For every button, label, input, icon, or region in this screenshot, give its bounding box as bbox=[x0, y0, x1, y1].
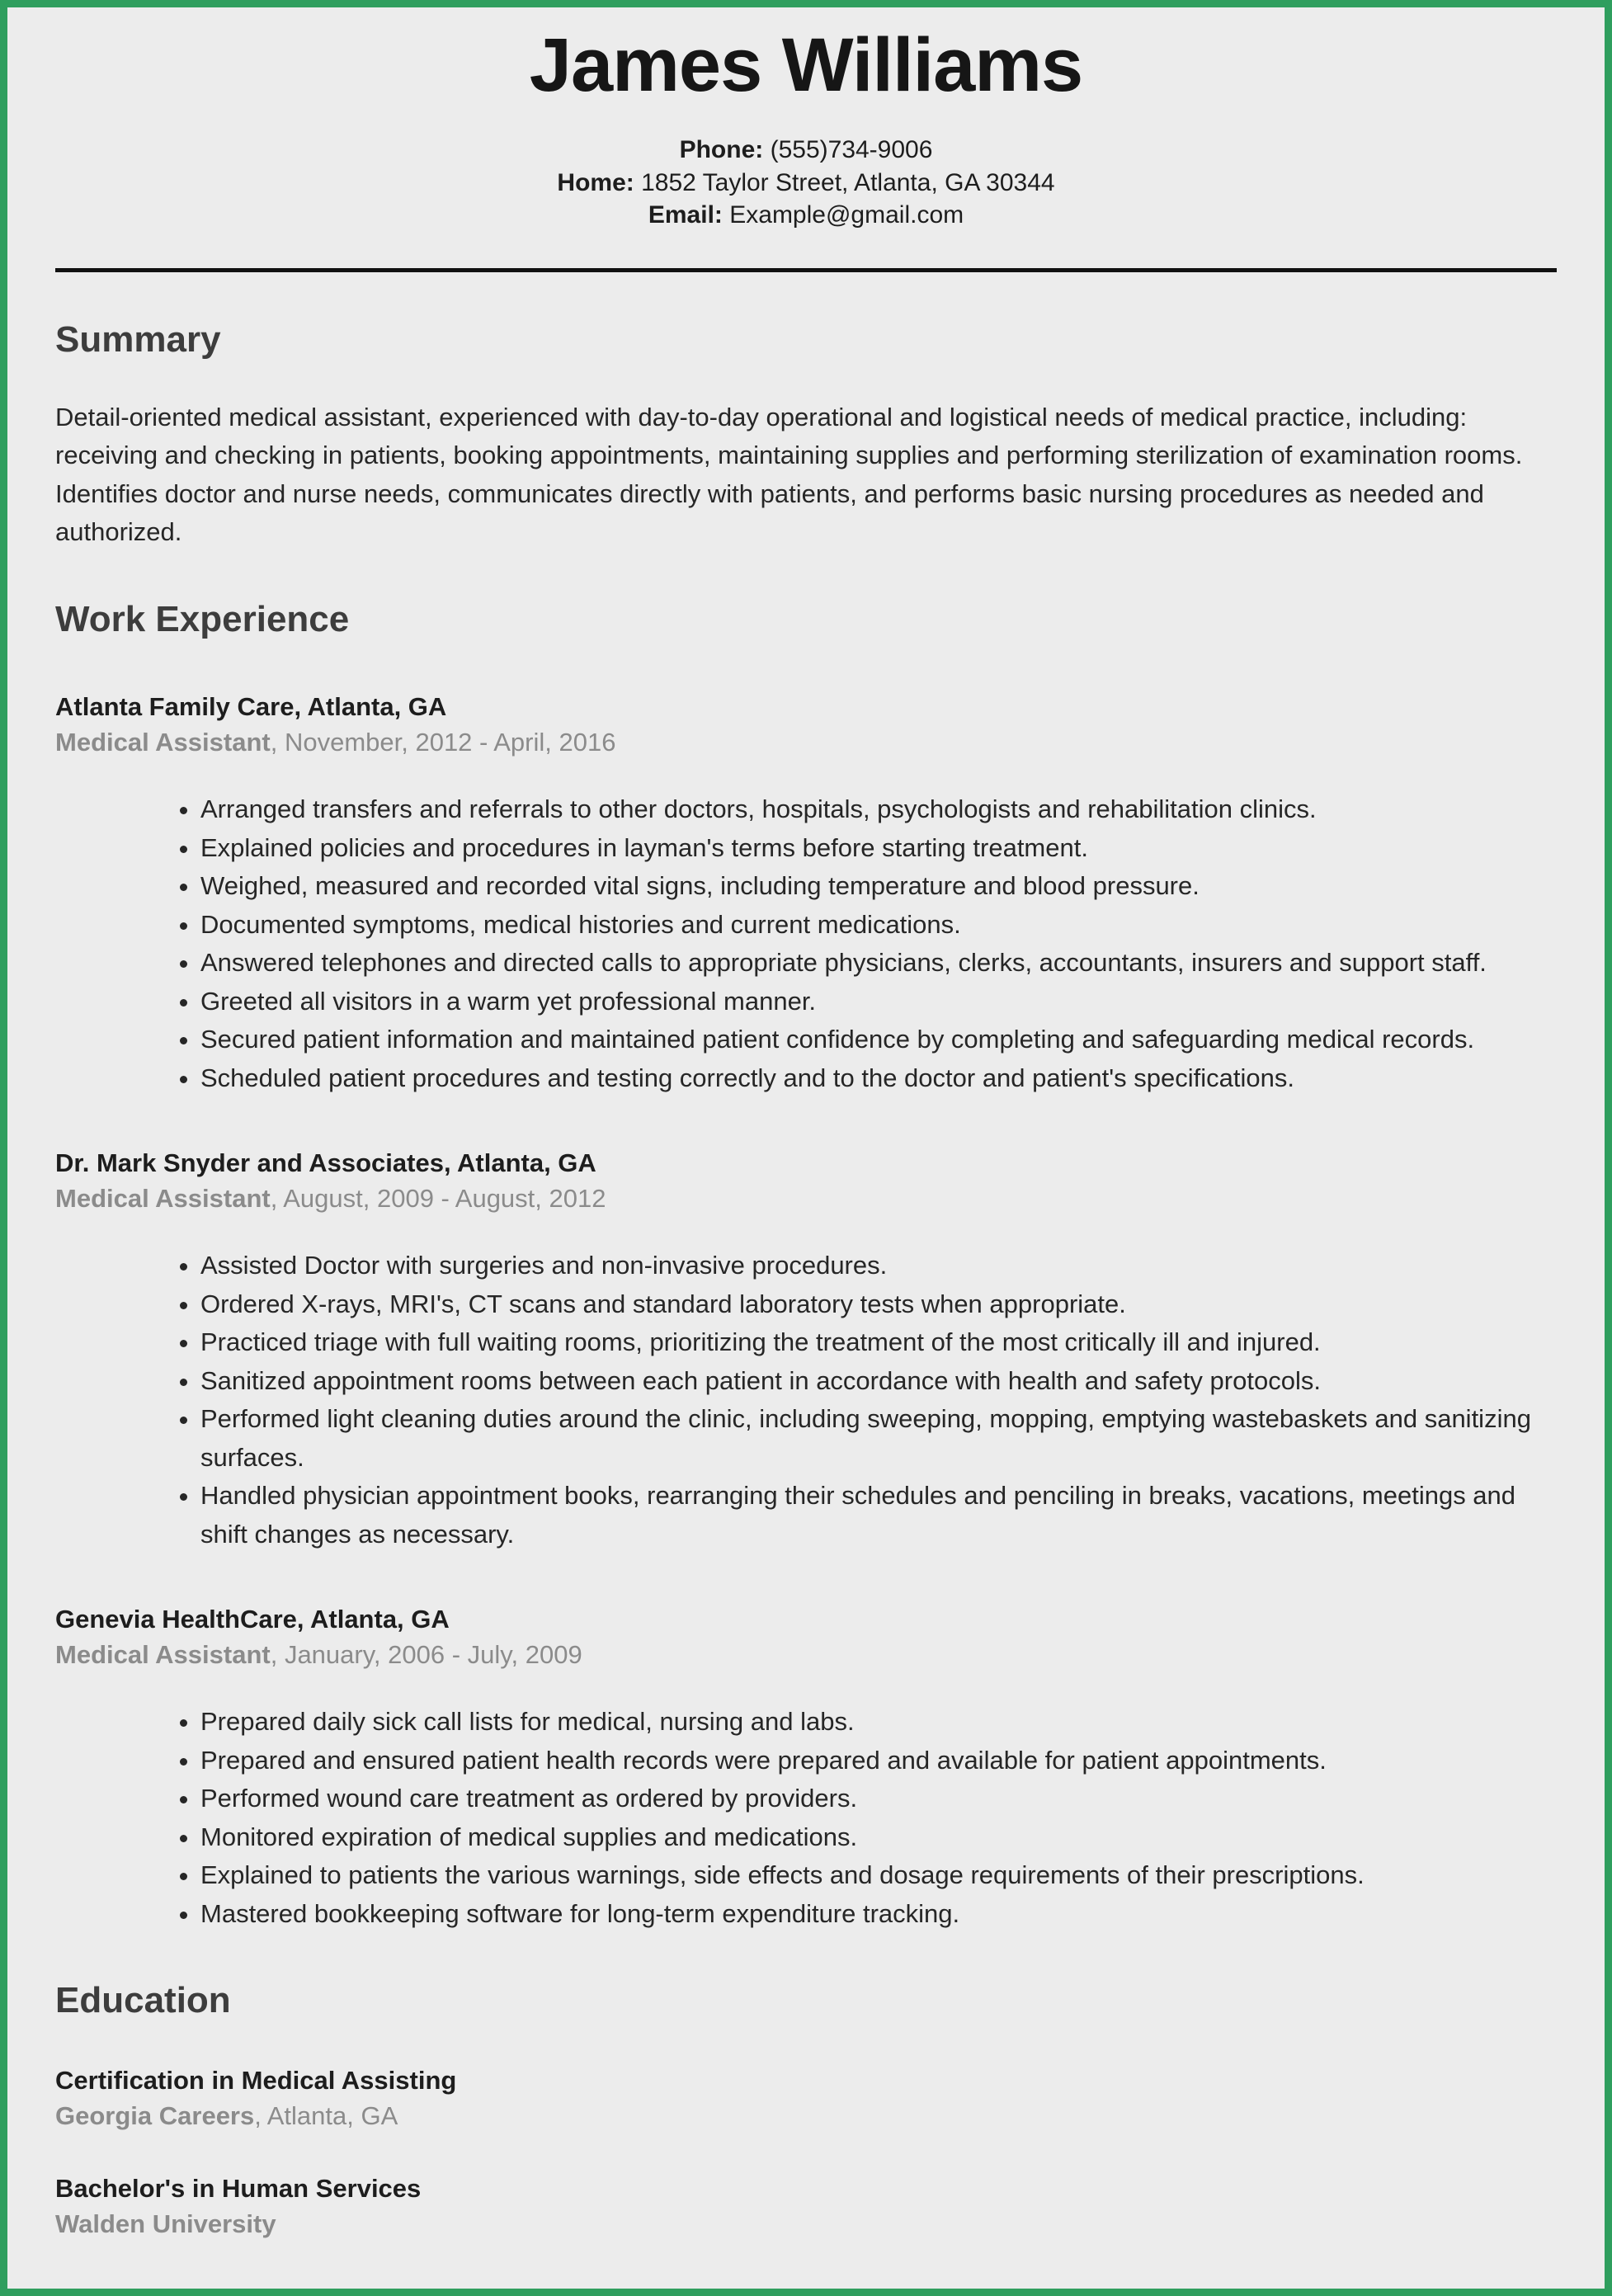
job-title-line bbox=[55, 692, 1557, 722]
person-name: James Williams bbox=[529, 23, 1083, 107]
job-subtitle-line bbox=[55, 1184, 1557, 1214]
job-bullet-list bbox=[55, 1703, 1557, 1933]
summary-heading: Summary bbox=[55, 318, 221, 360]
job-bullet-list bbox=[55, 1247, 1557, 1553]
resume-header bbox=[55, 22, 1557, 232]
job-bullet: • Explained to patients the various warnings, side effects and dosage requirements of their prescriptions. bbox=[200, 1856, 1557, 1895]
contact-value: 1852 Taylor Street, Atlanta, GA 30344 bbox=[641, 168, 1055, 196]
job-subtitle-line bbox=[55, 1640, 1557, 1670]
jobs-container bbox=[55, 692, 1557, 1933]
education-school: Georgia Careers bbox=[55, 2101, 255, 2131]
job-company: Dr. Mark Snyder and Associates bbox=[55, 1148, 444, 1178]
job-role: Medical Assistant bbox=[55, 1184, 271, 1214]
contact-label: Home: bbox=[557, 168, 634, 196]
education-degree: Certification in Medical Assisting bbox=[55, 2066, 457, 2096]
job-location: , Atlanta, GA bbox=[443, 1148, 596, 1178]
education-degree: Bachelor's in Human Services bbox=[55, 2174, 422, 2204]
job-bullet: • Monitored expiration of medical supplies and medications. bbox=[200, 1818, 1557, 1857]
job-bullet: • Handled physician appointment books, rearranging their schedules and penciling in breaks, vacations, meetings and shift changes as necessary. bbox=[200, 1477, 1557, 1553]
job-company: Atlanta Family Care bbox=[55, 692, 295, 722]
job-role: Medical Assistant bbox=[55, 728, 271, 757]
work-experience-section bbox=[55, 598, 1557, 1934]
job-bullet: • Prepared daily sick call lists for medical, nursing and labs. bbox=[200, 1703, 1557, 1742]
job-subtitle-line bbox=[55, 728, 1557, 757]
job-bullet: • Arranged transfers and referrals to other doctors, hospitals, psychologists and rehabilitation clinics. bbox=[200, 790, 1557, 829]
job-bullet: • Ordered X-rays, MRI's, CT scans and standard laboratory tests when appropriate. bbox=[200, 1285, 1557, 1324]
education-school-line bbox=[55, 2209, 1557, 2239]
job-location: , Atlanta, GA bbox=[294, 692, 447, 722]
contact-line bbox=[55, 167, 1557, 200]
education-school-line bbox=[55, 2101, 1557, 2131]
job-dates: , November, 2012 - April, 2016 bbox=[270, 728, 616, 757]
job-location: , Atlanta, GA bbox=[296, 1605, 450, 1634]
job-bullet: • Explained policies and procedures in layman's terms before starting treatment. bbox=[200, 829, 1557, 868]
education-entry bbox=[55, 2174, 1557, 2239]
job-bullet: • Weighed, measured and recorded vital signs, including temperature and blood pressure. bbox=[200, 867, 1557, 906]
contact-block bbox=[55, 134, 1557, 232]
contact-value: (555)734-9006 bbox=[770, 136, 933, 163]
job-company: Genevia HealthCare bbox=[55, 1605, 297, 1634]
job-role: Medical Assistant bbox=[55, 1640, 271, 1670]
education-section bbox=[55, 1979, 1557, 2239]
work-experience-heading: Work Experience bbox=[55, 598, 350, 639]
job-title-line bbox=[55, 1148, 1557, 1178]
job-bullet: • Practiced triage with full waiting rooms, prioritizing the treatment of the most critically ill and injured. bbox=[200, 1323, 1557, 1362]
job-bullet: • Prepared and ensured patient health records were prepared and available for patient appointments. bbox=[200, 1742, 1557, 1780]
job-bullet: • Answered telephones and directed calls to appropriate physicians, clerks, accountants, insurers and support staff. bbox=[200, 944, 1557, 983]
header-divider bbox=[55, 268, 1557, 272]
job-entry bbox=[55, 692, 1557, 1097]
education-entries-container bbox=[55, 2066, 1557, 2239]
job-bullet: • Documented symptoms, medical histories and current medications. bbox=[200, 906, 1557, 945]
job-bullet: • Performed wound care treatment as ordered by providers. bbox=[200, 1780, 1557, 1818]
contact-label: Email: bbox=[648, 201, 723, 229]
contact-label: Phone: bbox=[679, 136, 764, 163]
resume-page bbox=[7, 7, 1605, 2289]
job-dates: , January, 2006 - July, 2009 bbox=[270, 1640, 582, 1670]
job-entry bbox=[55, 1605, 1557, 1933]
job-bullet: • Assisted Doctor with surgeries and non-invasive procedures. bbox=[200, 1247, 1557, 1285]
job-dates: , August, 2009 - August, 2012 bbox=[270, 1184, 606, 1214]
education-school: Walden University bbox=[55, 2209, 276, 2239]
summary-text: Detail-oriented medical assistant, experienced with day-to-day operational and logistical needs of medical practice, including: receiving and checking in patients, booking appointments, maintaining supplies and performing sterilization of examination rooms. Identifies doctor and nurse needs, communicates directly with patients, and performs basic nursing procedures as needed and authorized. bbox=[55, 402, 1523, 547]
job-title-line bbox=[55, 1605, 1557, 1634]
education-location: , Atlanta, GA bbox=[254, 2101, 398, 2131]
job-bullet: • Mastered bookkeeping software for long-term expenditure tracking. bbox=[200, 1895, 1557, 1934]
job-bullet: • Sanitized appointment rooms between each patient in accordance with health and safety protocols. bbox=[200, 1362, 1557, 1401]
job-entry bbox=[55, 1148, 1557, 1553]
job-bullet: • Scheduled patient procedures and testing correctly and to the doctor and patient's specifications. bbox=[200, 1059, 1557, 1098]
job-bullet: • Performed light cleaning duties around the clinic, including sweeping, mopping, emptying wastebaskets and sanitizing surfaces. bbox=[200, 1400, 1557, 1477]
contact-line bbox=[55, 199, 1557, 232]
education-heading: Education bbox=[55, 1980, 231, 2021]
job-bullet-list bbox=[55, 790, 1557, 1097]
contact-line bbox=[55, 134, 1557, 167]
job-bullet: • Secured patient information and maintained patient confidence by completing and safeguarding medical records. bbox=[200, 1021, 1557, 1059]
education-entry bbox=[55, 2066, 1557, 2131]
job-bullet: • Greeted all visitors in a warm yet professional manner. bbox=[200, 983, 1557, 1021]
summary-section bbox=[55, 318, 1557, 552]
contact-value: Example@gmail.com bbox=[729, 201, 964, 229]
